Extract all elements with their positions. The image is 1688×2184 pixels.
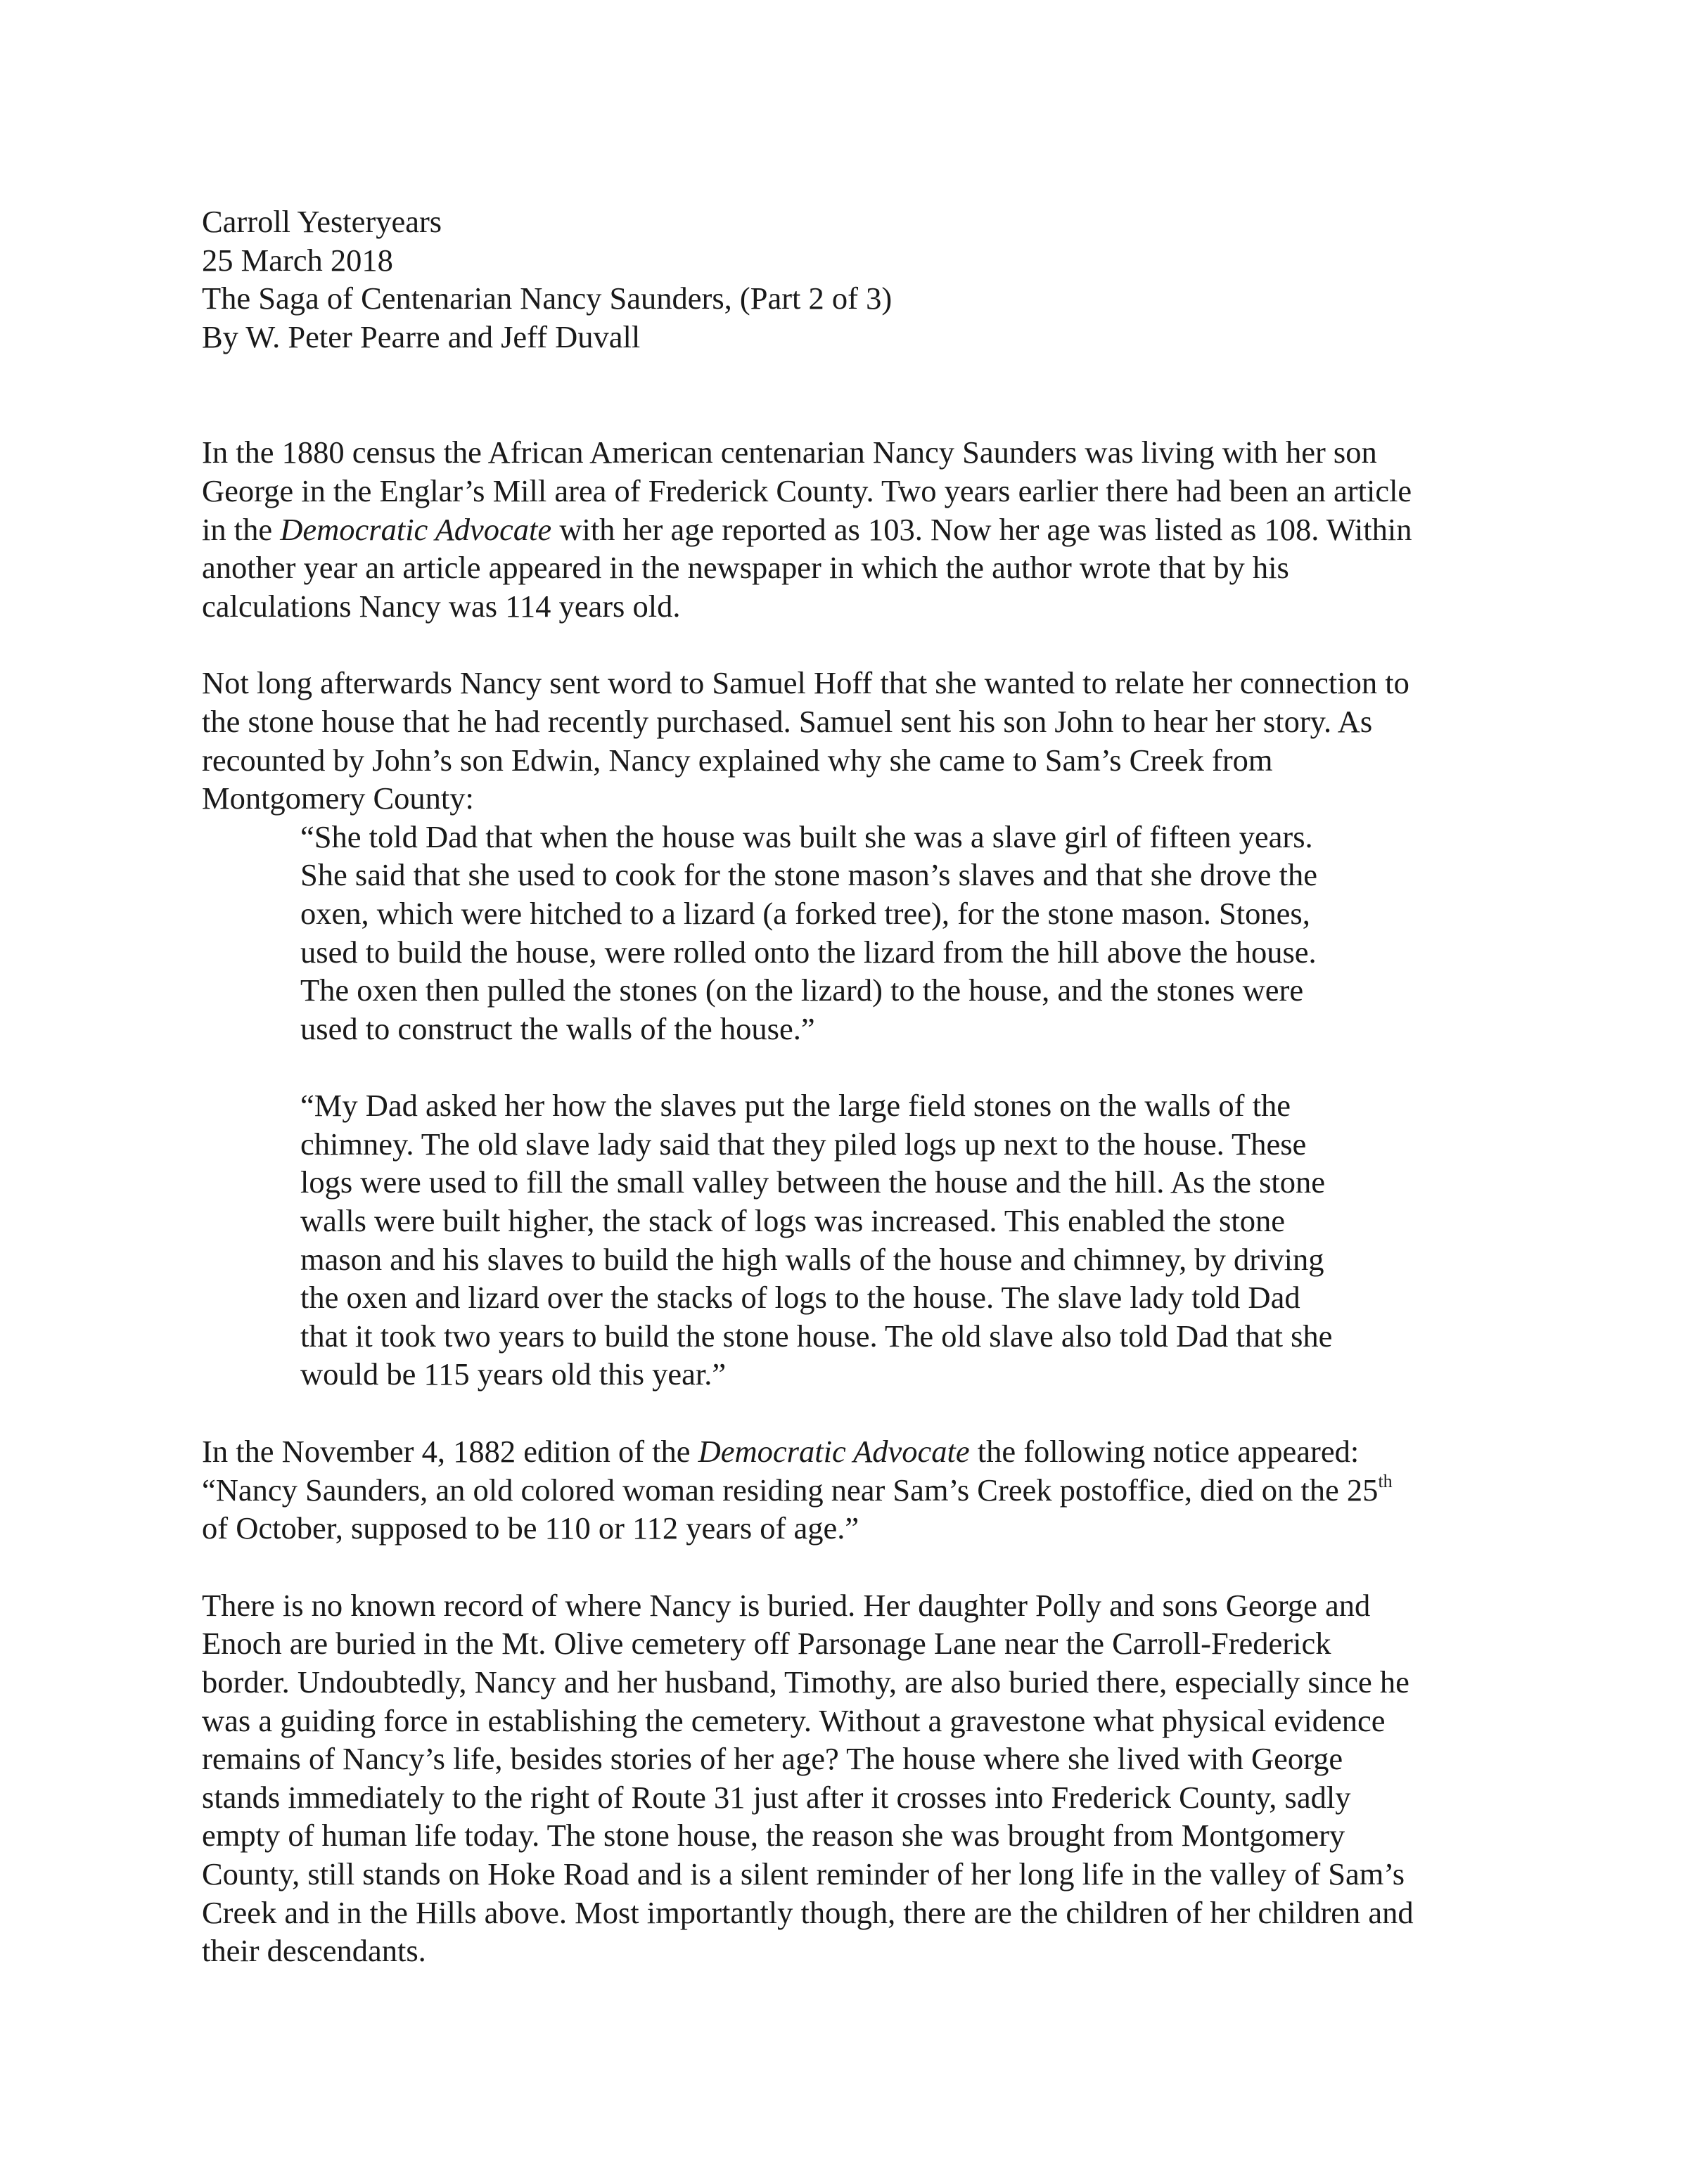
paragraph-stone-house bbox=[202, 664, 1510, 817]
paragraph-line: County, still stands on Hoke Road and is a silent reminder of her long life in the valley of Sam’s bbox=[202, 1856, 1405, 1891]
paragraph-census bbox=[202, 433, 1510, 625]
paragraph-line: There is no known record of where Nancy is buried. Her daughter Polly and sons George and bbox=[202, 1587, 1371, 1623]
document-page bbox=[202, 203, 1510, 1970]
newspaper-name: Democratic Advocate bbox=[280, 511, 552, 547]
paragraph-death-notice bbox=[202, 1432, 1510, 1548]
quote-line: The oxen then pulled the stones (on the lizard) to the house, and the stones were bbox=[300, 972, 1304, 1008]
publication-name: Carroll Yesteryears bbox=[202, 204, 442, 239]
quote-line: mason and his slaves to build the high walls of the house and chimney, by driving bbox=[300, 1241, 1324, 1277]
quote-line: would be 115 years old this year.” bbox=[300, 1356, 727, 1392]
block-quote-second bbox=[300, 1086, 1426, 1394]
paragraph-line: was a guiding force in establishing the cemetery. Without a gravestone what physical evidence bbox=[202, 1702, 1386, 1738]
newspaper-name: Democratic Advocate bbox=[698, 1434, 970, 1470]
paragraph-line: “Nancy Saunders, an old colored woman residing near Sam’s Creek postoffice, died on the 25th bbox=[202, 1470, 1393, 1508]
paragraph-line: empty of human life today. The stone house, the reason she was brought from Montgomery bbox=[202, 1818, 1345, 1854]
paragraph-line: George in the Englar’s Mill area of Frederick County. Two years earlier there had been an article bbox=[202, 473, 1412, 508]
paragraph-line: stands immediately to the right of Route 31 just after it crosses into Frederick County, sadly bbox=[202, 1779, 1351, 1815]
paragraph-burial bbox=[202, 1586, 1510, 1970]
article-title: The Saga of Centenarian Nancy Saunders, (Part 2 of 3) bbox=[202, 281, 893, 316]
paragraph-line: remains of Nancy’s life, besides stories of her age? The house where she lived with George bbox=[202, 1741, 1343, 1777]
quote-line: “My Dad asked her how the slaves put the large field stones on the walls of the bbox=[300, 1088, 1291, 1124]
paragraph-line: In the 1880 census the African American centenarian Nancy Saunders was living with her son bbox=[202, 435, 1377, 470]
paragraph-line: the stone house that he had recently purchased. Samuel sent his son John to hear her story. As bbox=[202, 703, 1373, 739]
paragraph-line: recounted by John’s son Edwin, Nancy explained why she came to Sam’s Creek from bbox=[202, 742, 1273, 778]
paragraph-line: border. Undoubtedly, Nancy and her husband, Timothy, are also buried there, especially since he bbox=[202, 1664, 1409, 1700]
article-date: 25 March 2018 bbox=[202, 242, 393, 278]
paragraph-line: of October, supposed to be 110 or 112 years of age.” bbox=[202, 1510, 859, 1546]
paragraph-line: Montgomery County: bbox=[202, 781, 474, 816]
quote-line: She said that she used to cook for the stone mason’s slaves and that she drove the bbox=[300, 857, 1317, 893]
quote-line: walls were built higher, the stack of logs was increased. This enabled the stone bbox=[300, 1203, 1285, 1239]
quote-line: “She told Dad that when the house was built she was a slave girl of fifteen years. bbox=[300, 818, 1313, 854]
paragraph-line: Not long afterwards Nancy sent word to Samuel Hoff that she wanted to relate her connection to bbox=[202, 665, 1409, 701]
quote-line: logs were used to fill the small valley between the house and the hill. As the stone bbox=[300, 1164, 1326, 1200]
quote-line: used to build the house, were rolled onto the lizard from the hill above the house. bbox=[300, 934, 1317, 970]
paragraph-line: In the November 4, 1882 edition of the Democratic Advocate the following notice appeared: bbox=[202, 1434, 1360, 1470]
paragraph-line: calculations Nancy was 114 years old. bbox=[202, 588, 681, 624]
paragraph-line: their descendants. bbox=[202, 1933, 426, 1969]
article-header bbox=[202, 203, 1510, 356]
paragraph-line: Creek and in the Hills above. Most importantly though, there are the children of her children and bbox=[202, 1894, 1414, 1930]
paragraph-line: another year an article appeared in the newspaper in which the author wrote that by his bbox=[202, 550, 1289, 586]
paragraph-line: Enoch are buried in the Mt. Olive cemetery off Parsonage Lane near the Carroll-Frederick bbox=[202, 1626, 1331, 1662]
article-byline: By W. Peter Pearre and Jeff Duvall bbox=[202, 319, 641, 354]
quote-line: chimney. The old slave lady said that they piled logs up next to the house. These bbox=[300, 1126, 1307, 1162]
quote-line: used to construct the walls of the house.” bbox=[300, 1010, 815, 1046]
block-quote-first bbox=[300, 818, 1426, 1048]
quote-line: that it took two years to build the stone house. The old slave also told Dad that she bbox=[300, 1318, 1333, 1354]
ordinal-suffix: th bbox=[1378, 1470, 1393, 1491]
paragraph-line: in the Democratic Advocate with her age reported as 103. Now her age was listed as 108. Within bbox=[202, 511, 1412, 547]
quote-line: the oxen and lizard over the stacks of logs to the house. The slave lady told Dad bbox=[300, 1280, 1300, 1316]
quote-line: oxen, which were hitched to a lizard (a forked tree), for the stone mason. Stones, bbox=[300, 895, 1310, 931]
